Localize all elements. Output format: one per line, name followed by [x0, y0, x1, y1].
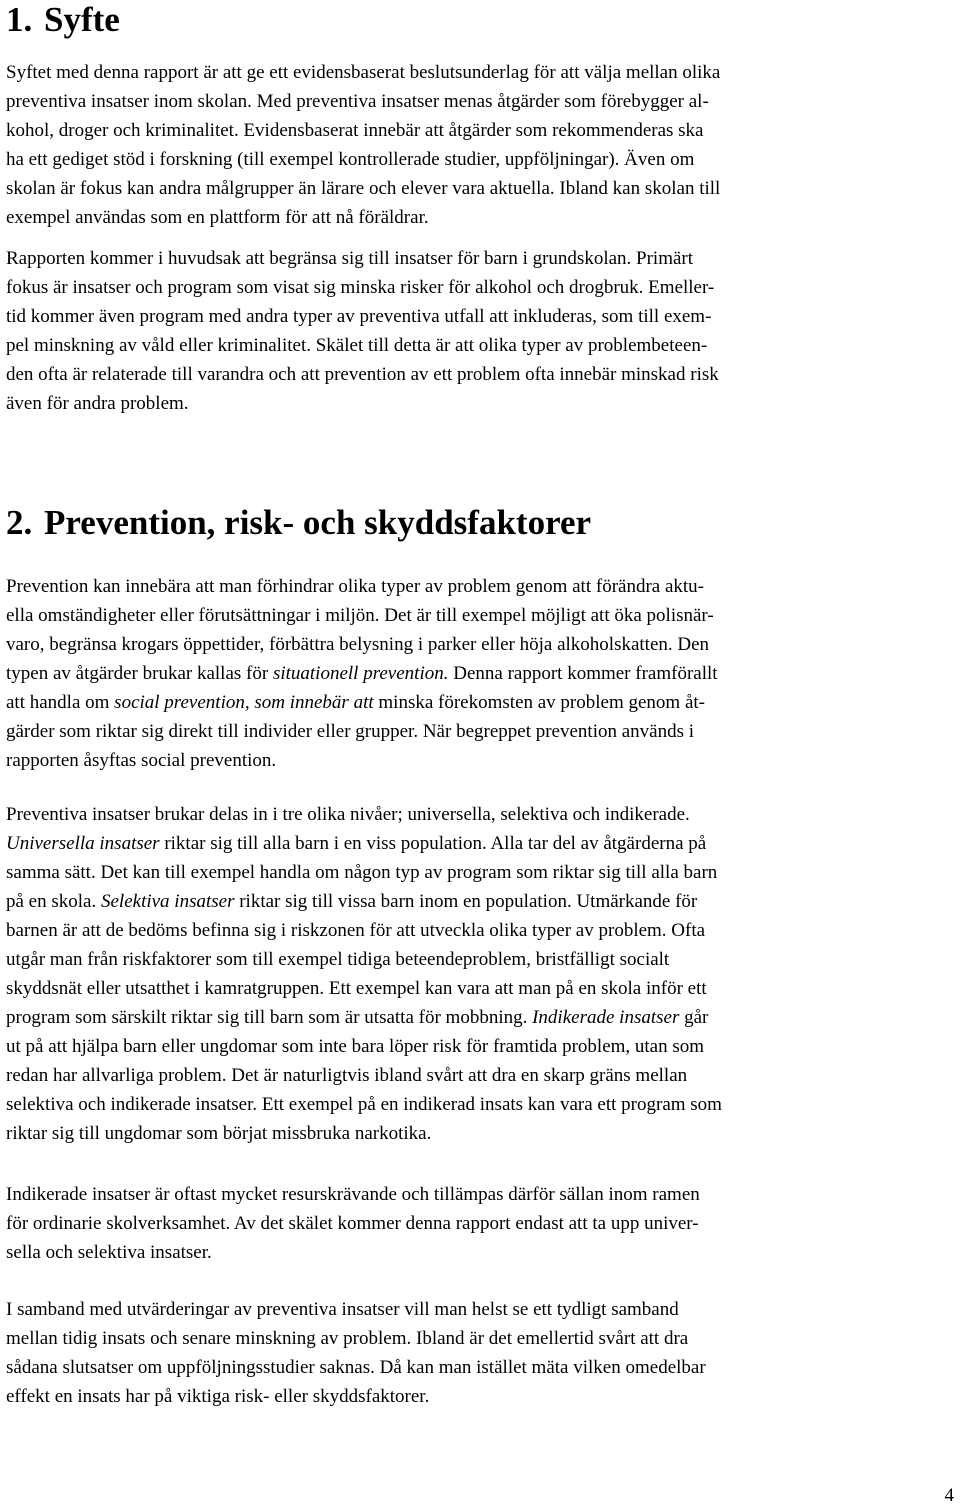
- paragraph: [6, 1180, 956, 1267]
- text-line: fokus är insatser och program som visat sig minska risker för alkohol och drogbruk. Emeller-: [6, 277, 715, 298]
- section-title: Syfte: [44, 0, 120, 39]
- section-heading: [6, 0, 120, 40]
- section-number: 2.: [6, 503, 33, 542]
- text-line: sella och selektiva insatser.: [6, 1242, 212, 1263]
- text-line: riktar sig till ungdomar som börjat missbruka narkotika.: [6, 1123, 432, 1144]
- text-line: Rapporten kommer i huvudsak att begränsa sig till insatser för barn i grundskolan. Primärt: [6, 248, 694, 269]
- text-line: mellan tidig insats och senare minskning av problem. Ibland är det emellertid svårt att dra: [6, 1328, 689, 1349]
- emphasis: social prevention, som innebär att: [114, 692, 374, 713]
- text-line: varo, begränsa krogars öppettider, förbättra belysning i parker eller höja alkoholskatten. Den: [6, 634, 710, 655]
- text-line: tid kommer även program med andra typer av preventiva utfall att inkluderas, som till exem-: [6, 306, 712, 327]
- text-line: effekt en insats har på viktiga risk- eller skyddsfaktorer.: [6, 1386, 430, 1407]
- text-line: att handla om: [6, 692, 115, 713]
- text-line: rapporten åsyftas social prevention.: [6, 750, 277, 771]
- text-line: på en skola.: [6, 891, 101, 912]
- text-line: gärder som riktar sig direkt till individer eller grupper. När begreppet prevention används i: [6, 721, 695, 742]
- emphasis: Indikerade insatser: [532, 1007, 680, 1028]
- emphasis: Universella insatser: [6, 833, 160, 854]
- text-line: preventiva insatser inom skolan. Med preventiva insatser menas åtgärder som förebygger al-: [6, 91, 709, 112]
- emphasis: Selektiva insatser: [100, 891, 235, 912]
- text-line: samma sätt. Det kan till exempel handla om någon typ av program som riktar sig till alla barn: [6, 862, 718, 883]
- text-line: för ordinarie skolverksamhet. Av det skälet kommer denna rapport endast att ta upp univer-: [6, 1213, 699, 1234]
- text-line: Indikerade insatser är oftast mycket resurskrävande och tillämpas därför sällan inom ramen: [6, 1184, 700, 1205]
- text-line: ut på att hjälpa barn eller ungdomar som inte bara löper risk för framtida problem, utan som: [6, 1036, 705, 1057]
- text-line: exempel användas som en plattform för att nå föräldrar.: [6, 207, 429, 228]
- paragraph: [6, 800, 956, 1148]
- text-line: minska förekomsten av problem genom åt-: [373, 692, 705, 713]
- text-line: redan har allvarliga problem. Det är naturligtvis ibland svårt att dra en skarp gräns mellan: [6, 1065, 688, 1086]
- text-line: riktar sig till vissa barn inom en population. Utmärkande för: [234, 891, 698, 912]
- text-line: Prevention kan innebära att man förhindrar olika typer av problem genom att förändra aktu-: [6, 576, 704, 597]
- section-heading: [6, 503, 591, 543]
- text-line: utgår man från riskfaktorer som till exempel tidiga beteendeproblem, bristfälligt socialt: [6, 949, 670, 970]
- text-line: Preventiva insatser brukar delas in i tre olika nivåer; universella, selektiva och indikerade.: [6, 804, 690, 825]
- text-line: Denna rapport kommer framförallt: [448, 663, 718, 684]
- text-line: selektiva och indikerade insatser. Ett exempel på en indikerad insats kan vara ett program som: [6, 1094, 722, 1115]
- text-line: program som särskilt riktar sig till barn som är utsatta för mobbning.: [6, 1007, 533, 1028]
- emphasis: situationell prevention.: [272, 663, 449, 684]
- paragraph: [6, 1295, 956, 1411]
- text-line: skolan är fokus kan andra målgrupper än lärare och elever vara aktuella. Ibland kan skolan till: [6, 178, 721, 199]
- text-line: riktar sig till alla barn i en viss population. Alla tar del av åtgärderna på: [159, 833, 707, 854]
- text-line: Syftet med denna rapport är att ge ett evidensbaserat beslutsunderlag för att välja mellan olika: [6, 62, 721, 83]
- text-line: går: [679, 1007, 709, 1028]
- page-number: 4: [944, 1485, 954, 1506]
- section-title: Prevention, risk- och skyddsfaktorer: [44, 503, 592, 542]
- text-line: ella omständigheter eller förutsättningar i miljön. Det är till exempel möjligt att öka polisnär-: [6, 605, 714, 626]
- text-line: pel minskning av våld eller kriminalitet. Skälet till detta är att olika typer av problembeteen-: [6, 335, 708, 356]
- text-line: även för andra problem.: [6, 393, 189, 414]
- text-line: kohol, droger och kriminalitet. Evidensbaserat innebär att åtgärder som rekommenderas ska: [6, 120, 704, 141]
- paragraph: [6, 244, 956, 418]
- text-line: typen av åtgärder brukar kallas för: [6, 663, 273, 684]
- section-number: 1.: [6, 0, 33, 39]
- text-line: barnen är att de bedöms befinna sig i riskzonen för att utveckla olika typer av problem. Ofta: [6, 920, 706, 941]
- paragraph: [6, 572, 956, 775]
- text-line: sådana slutsatser om uppföljningsstudier saknas. Då kan man istället mäta vilken omedelbar: [6, 1357, 706, 1378]
- text-line: skyddsnät eller utsatthet i kamratgruppen. Ett exempel kan vara att man på en skola inför ett: [6, 978, 707, 999]
- text-line: I samband med utvärderingar av preventiva insatser vill man helst se ett tydligt samband: [6, 1299, 679, 1320]
- text-line: den ofta är relaterade till varandra och att prevention av ett problem ofta innebär minskad risk: [6, 364, 719, 385]
- text-line: ha ett gediget stöd i forskning (till exempel kontrollerade studier, uppföljningar). Även om: [6, 149, 695, 170]
- paragraph: [6, 58, 956, 232]
